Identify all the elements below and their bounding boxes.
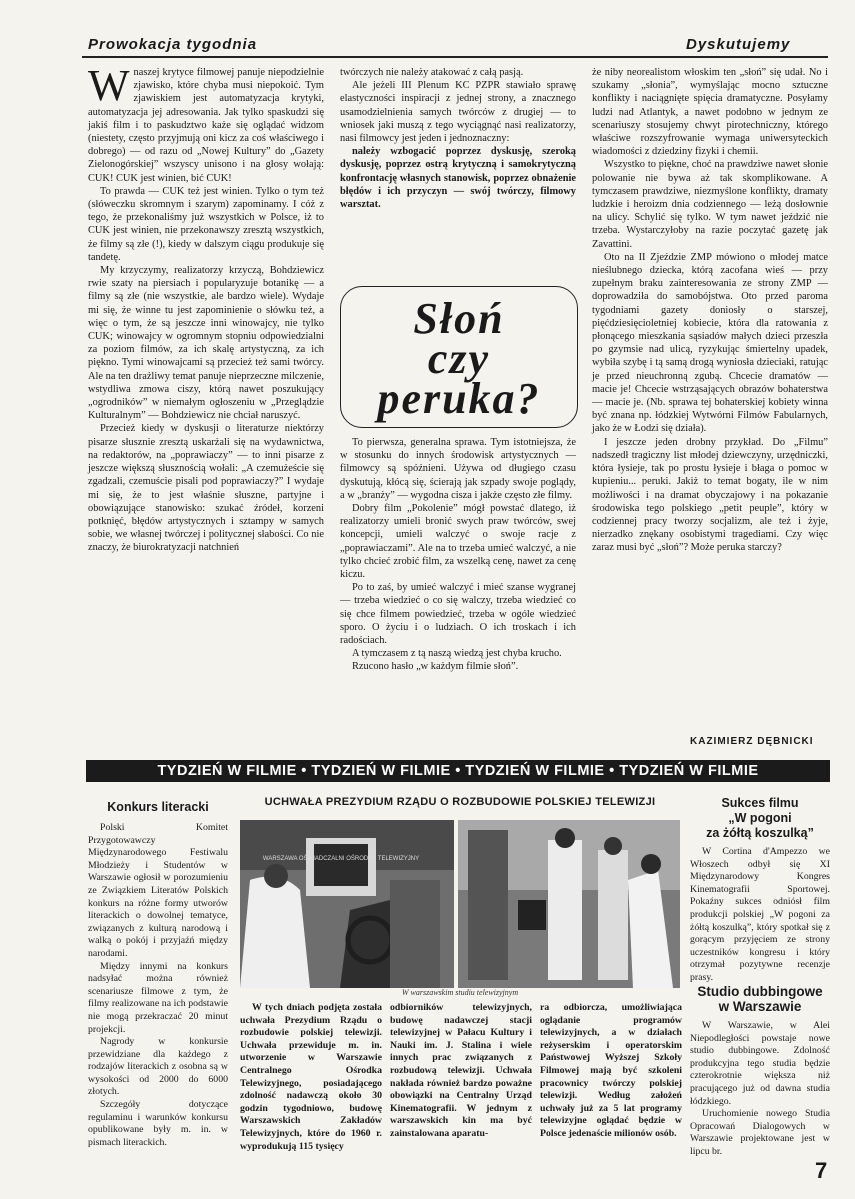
konkurs-paragraph: Szczegóły dotyczące regulaminu i warunków konkursu opublikowane były m. in. w pismach literackich. (88, 1099, 228, 1148)
konkurs-body (88, 822, 228, 1152)
tv-studio-photo-left (240, 820, 454, 988)
article-paragraph: Dobry film „Pokolenie” mógł powstać dlatego, iż realizatorzy umieli bronić swych praw twórców, swej koncepcji, umieli walczyć o swoje racje z „poprawiaczami”. Ale na to trzeba umieć walczyć, a nie tylko chcieć zrobić film, za wszelką cenę, nawet za cenę kiczu. (340, 503, 576, 581)
uchwala-paragraph: odbiorników telewizyjnych, budowę nadawczej stacji telewizyjnej w Pałacu Kultury i Nauki im. J. Stalina i wiele innych prac związanych z rozbudową telewizji. Uchwała nakłada również bardzo poważne obowiązki na Centralny Urząd Kinematografii. W jednym z warszawskich kin ma być zainstalowana aparatu- (390, 1002, 532, 1139)
page-number: 7 (815, 1158, 828, 1183)
article-title-line: czy (427, 334, 491, 383)
article-paragraph: naszej krytyce filmowej panuje niepodzielnie zjawisko, które chyba musi niepokoić. Tym zjawiskiem jest automatyzacja krytyki, automatyzacja jej adresowania. Jak tylko spaskudzi się jakiś film i to paskudztwo każe się oglądać widzom (niestety, często przyjmują oni kicz za coś właściwego i dobrego) — od razu od „Nowej Kultury” do „Gazety Zielonogórskiej” wszyscy unisono i na głosy wołają: CUK! CUK jest winien, bić CUK! (88, 67, 324, 184)
studio-paragraph: Uruchomienie nowego Studia Opracowań Dialogowych w Warszawie projektowane jest w lipcu br. (690, 1108, 830, 1157)
article-paragraph: I jeszcze jeden drobny przykład. Do „Filmu” nadszedł tragiczny list młodej dziewczyny, urzędniczki, która łysieje, tak po prostu łysieje i błaga o pomoc w kupieniu... peruki. Jakiż to temat bogaty, ile w nim możliwości i na dramat obyczajowy i na pokazanie środowiska tego polskiego „petit peuple”, który w codziennej pracy tworzy socjalizm, ale też i żyje, nierzadko znękany osobistymi tragediami. Czy więc zaraz musi być „słoń”? Może peruka starczy? (592, 436, 828, 554)
article-paragraph: To pierwsza, generalna sprawa. Tym istotniejsza, że w stosunku do innych środowisk artystycznych — filmowcy są spóźnieni. Używa od długiego czasu dyskutują, kłócą się, ścierają jak szpady swoje poglądy, a w „branży” — wygodna cisza i jakże często złe filmy. (340, 437, 576, 501)
article-column-2-top (340, 66, 576, 278)
article-paragraph: Ale jeżeli III Plenum KC PZPR stawiało sprawę elastyczności inspiracji z jednej strony, a znacznego usamodzielnienia samych twórców z drugiej — to wniosek jaki muszą z tego wyciągnąć nasi realizatorzy, nasi filmowcy jest jeden i jednoznaczny: (340, 80, 576, 145)
uchwala-column-2 (390, 1002, 532, 1152)
article-emphasis-paragraph: należy wzbogacić poprzez dyskusję, szeroką dyskusję, poprzez ostrą krytyczną i samokrytyczną konfrontację własnych stanowisk, poprzez obnażenie błędów i ich przyczyn — swój twórczy, filmowy warsztat. (340, 146, 576, 211)
tv-sign: WARSZAWA OŚWIADCZALNI OŚRODEK TELEWIZYJNY (262, 856, 420, 862)
studio-body (690, 1020, 830, 1157)
konkurs-paragraph: Między innymi na konkurs nadsyłać można również scenariusze filmowe z tym, że filmy realizowane na ich podstawie nie mogą przekraczać 20 minut projekcji. (88, 960, 228, 1035)
sukces-title (690, 796, 830, 841)
photo-caption: W warszawskim studiu telewizyjnym (401, 988, 519, 997)
tv-studio-photo-right (458, 820, 680, 988)
article-paragraph: My krzyczymy, realizatorzy krzyczą, Bohdziewicz rwie szaty na piersiach i popularyzuje botanikę — a filmy są złe (nie wszystkie, ale bardzo wiele). Wydaje mi się, że winne tu jest zapominienie o słówku też, a więc o tym, że są jeszcze inni winowajcy, nie tylko CUK; winowajcy w ogromnym stopniu odpowiedzialni za poziom filmów, za ich skalę artystyczną, za ich piękno. Tymi winowajcami są przecież też sami twórcy. Ale na ten drażliwy temat panuje nieprzeczne milczenie, wstydliwa zmowa ciszy, którą nawet poszukujący „ogrodników” w niemałym ogłoszeniu w „Przeglądzie Kulturalnym” — Bohdziewicz nie chciał naruszyć. (88, 265, 324, 422)
uchwala-column-1 (240, 1002, 382, 1152)
studio-title-line: Studio dubbingowe (697, 984, 823, 999)
konkurs-title: Konkurs literacki (107, 800, 209, 814)
article-paragraph: Rzucono hasło „w każdym filmie słoń”. (352, 661, 519, 673)
article-paragraph: twórczych nie należy atakować z całą pasją. (340, 67, 524, 78)
section-header-left: Prowokacja tygodnia (88, 36, 258, 53)
konkurs-paragraph: Polski Komitet Przygotowawczy Międzynarodowego Festiwalu Młodzieży i Studentów w Warszawie ogłosił w porozumieniu ze Związkiem Literatów Polskich konkurs na różne formy utworów literackich o dowolnej tematyce, związanych z kulturą narodową i walką o pokój i przyjaźń między narodami. (88, 822, 228, 959)
article-column-2-bottom (340, 436, 576, 752)
article-paragraph: że niby neorealistom włoskim ten „słoń” się udał. No i szukamy „słonia”, wymyślając mocno sztuczne konflikty i naciągnięte spięcia dramatyczne. Posyłamy ludzi nad Atlantyk, a nawet podobno w jednym ze scenariuszy stosujemy chwyt pirotechniczny, którego właściwe rozszyfrowanie wymaga uniwersyteckich wiadomości z dziedziny fizyki i chemii. (592, 67, 828, 158)
article-paragraph: Wszystko to piękne, choć na prawdziwe nawet słonie polowanie nie bywa aż tak skomplikowane. A tymczasem prawdziwe, niezmyślone konflikty, dramaty ludzkie i heroizm dnia codziennego — leżą dosłownie na ulicy. Schylić się tylko. W tym nawet jeździć nie trzeba. Wystarczyłoby na razie poczytać gazetę jak Zavattini. (592, 159, 828, 250)
article-paragraph: Oto na II Zjeździe ZMP mówiono o młodej matce nieślubnego dziecka, którą zacofana wieś — przy zupełnym braku zainteresowania ze strony ZMP — doprowadziła do samobójstwa. Oto przed paroma tygodniami gazety doniosły o starszej, pięćdziesięcioletniej kobiecie, która dla ratowania z płonącego mieszkania sąsiadów małych dzieci przeszła po gzymsie nad ulicą, ryzykując śmiertelny upadek, wybiła szybę i tą samą drogą wyniosła dzieciaki, ratując je przed nieuchronną zgubą. Chcecie dramatów — macie je! Chcecie wstrząsających obrazów bohaterstwa — macie je. (Nb. sprawa tej bohaterskiej kobiety winna być znana np. łódzkiej Wytwórni Filmów Fabularnych, jako że w Łodzi się działa). (592, 251, 828, 435)
studio-paragraph: W Warszawie, w Alei Niepodległości powstaje nowe studio dubbingowe. Zdolność produkcyjna tego studia będzie czterokrotnie większa niż pracującego już od dawna studia łódzkiego. (690, 1020, 830, 1107)
article-paragraph: A tymczasem z tą naszą wiedzą jest chyba krucho. (352, 648, 562, 660)
sukces-title-line: za żółtą koszulką” (706, 826, 814, 840)
article-paragraph: To prawda — CUK też jest winien. Tylko o tym też (słóweczku skromnym i szarym) zapominamy. I cóż z tego, że przekonaliśmy już wszystkich w Polsce, iż to CUK jest winien, nie przekonawszy zresztą wszystkich, że filmy są złe (!), kiedy w dalszym ciągu produkuje się tandetę. (88, 185, 324, 263)
konkurs-paragraph: Nagrody w konkursie przewidziane dla każdego z rodzajów literackich z osobna są w wysokości od 2000 do 6000 złotych. (88, 1036, 228, 1098)
article-column-1 (88, 61, 324, 756)
dropcap: W (88, 61, 130, 110)
header-rule (82, 56, 828, 58)
article-column-3 (592, 66, 828, 732)
uchwala-paragraph: W tych dniach podjęta została uchwała Prezydium Rządu o rozbudowie polskiej telewizji. Uchwała przewiduje m. in. utworzenie w Warszawie Centralnego Ośrodka Telewizyjnego, posiadającego zdolność nadawczą około 30 godzin tygodniowo, budowę Warszawskich Zakładów Telewizyjnych, które do 1960 r. wyprodukują 115 tysięcy (240, 1002, 382, 1152)
section-banner: TYDZIEŃ W FILMIE • TYDZIEŃ W FILMIE • TYDZIEŃ W FILMIE • TYDZIEŃ W FILMIE (86, 760, 830, 782)
sukces-title-line: „W pogoni (728, 811, 792, 825)
section-header-right: Dyskutujemy (686, 36, 791, 53)
studio-title (690, 984, 830, 1014)
studio-title-line: w Warszawie (718, 999, 802, 1014)
sukces-title-line: Sukces filmu (721, 796, 799, 810)
article-paragraph: Po to zaś, by umieć walczyć i mieć szanse wygranej — trzeba wiedzieć o co się walczy, trzeba wiedzieć co się chce filmem powiedzieć, trzeba w ogóle wiedzieć sporo. O życiu i o ludziach. O ich troskach i ich radościach. (340, 582, 576, 647)
article-paragraph: Przecież kiedy w dyskusji o literaturze niektórzy pisarze słusznie zresztą uskarżali się na wydawnictwa, na redaktorów, na „poprawiaczy” — to inni pisarze z jeszcze większą słusznością wołali: „A czemużeście się zgadzali, czemuście pisali pod poprawiaczy?” I wydaje mi się, że to jest właśnie słuszne, partyjne i obowiązujące stanowisko: szukać źródeł, korzeni potknięć, błędów artystycznych i sztampy w samych sobie, we własnej twórczej i politycznej słabości. Co nie znaczy, że biurokratyzacji natchnień (88, 423, 324, 554)
uchwala-title: UCHWAŁA PREZYDIUM RZĄDU O ROZBUDOWIE POLSKIEJ TELEWIZJI (264, 796, 656, 808)
uchwala-paragraph: ra odbiorcza, umożliwiająca oglądanie programów telewizyjnych, a w działach reżyserskim i operatorskim Państwowej Wyższej Szkoły Filmowej mają być szkoleni pracownicy twórczy polskiej telewizji. Według założeń uchwały już za 5 lat programy telewizyjne oglądać będzie w Polsce jedenaście milionów osób. (540, 1002, 682, 1139)
article-title-line: Słoń (413, 294, 505, 343)
article-title-line: peruka? (377, 374, 541, 423)
sukces-paragraph: W Cortina d'Ampezzo we Włoszech odbył się XI Międzynarodowy Kongres Kinematografii Sportowej. Pokaźny sukces odniósł film produkcji polskiej „W pogoni za żółtą koszulką”, który spotkał się z gorącym przyjęciem ze strony uczestników kongresu i który otrzymał pozytywne recenzje prasy. (690, 846, 830, 983)
uchwala-column-3 (540, 1002, 682, 1152)
article-byline: KAZIMIERZ DĘBNICKI (690, 736, 814, 747)
sukces-body (690, 846, 830, 983)
article-title-box (340, 286, 578, 428)
